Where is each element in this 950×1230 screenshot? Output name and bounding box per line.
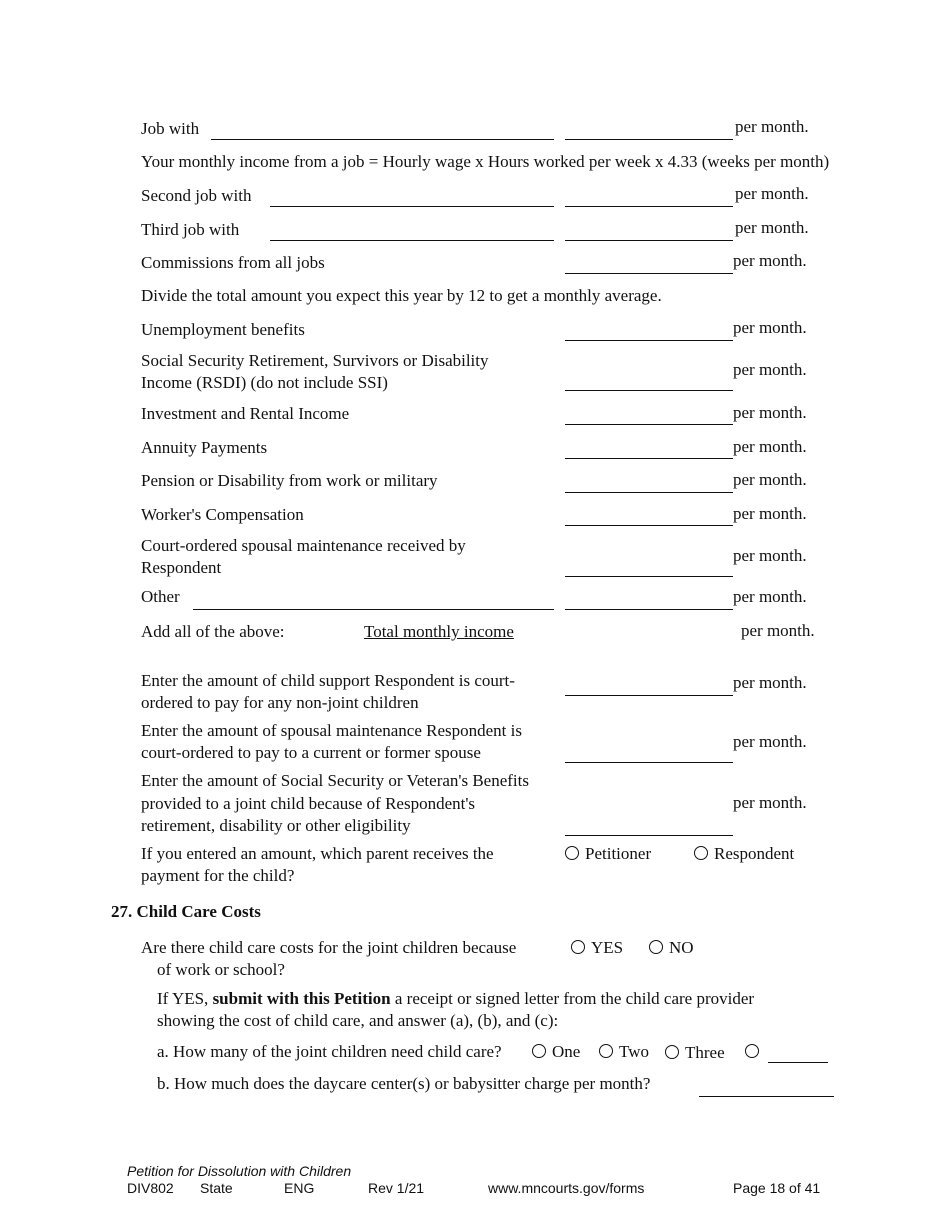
three-option-label: Three <box>685 1043 725 1062</box>
respondent-radio[interactable] <box>694 843 794 865</box>
second-job-per-month: per month. <box>735 184 809 203</box>
petitioner-radio[interactable] <box>565 843 651 865</box>
third-job-employer-field[interactable] <box>270 240 554 241</box>
child-support-label-line1: Enter the amount of child support Respondent is court- <box>141 671 515 690</box>
second-job-employer-field[interactable] <box>270 206 554 207</box>
pension-label: Pension or Disability from work or military <box>141 471 438 490</box>
three-children-radio[interactable] <box>665 1042 725 1064</box>
if-yes-instructions-line2: showing the cost of child care, and answer (a), (b), and (c): <box>157 1011 559 1030</box>
spousal-paid-label-line1: Enter the amount of spousal maintenance Respondent is <box>141 721 522 740</box>
radio-circle-icon <box>649 940 663 954</box>
workers-comp-label: Worker's Compensation <box>141 505 304 524</box>
investment-per-month: per month. <box>733 403 807 422</box>
job-formula-note: Your monthly income from a job = Hourly wage x Hours worked per week x 4.33 (weeks per month) <box>141 152 830 171</box>
rsdi-amount-field[interactable] <box>565 390 733 391</box>
question-b-label: b. How much does the daycare center(s) or babysitter charge per month? <box>157 1074 651 1093</box>
footer-form-id: DIV802 <box>127 1180 174 1196</box>
radio-circle-icon <box>745 1044 759 1058</box>
other-amount-field[interactable] <box>565 609 733 610</box>
other-count-field[interactable] <box>768 1062 828 1063</box>
ss-benefits-amount-field[interactable] <box>565 835 733 836</box>
add-all-label: Add all of the above: <box>141 622 285 641</box>
third-job-label: Third job with <box>141 220 240 239</box>
unemployment-label: Unemployment benefits <box>141 320 305 339</box>
second-job-label: Second job with <box>141 186 252 205</box>
radio-circle-icon <box>665 1045 679 1059</box>
petitioner-option-label: Petitioner <box>585 844 652 863</box>
child-support-amount-field[interactable] <box>565 695 733 696</box>
radio-circle-icon <box>694 846 708 860</box>
which-parent-label-line1: If you entered an amount, which parent receives the <box>141 844 494 863</box>
commissions-note: Divide the total amount you expect this year by 12 to get a monthly average. <box>141 286 662 305</box>
two-option-label: Two <box>619 1042 649 1061</box>
unemployment-per-month: per month. <box>733 318 807 337</box>
footer-url[interactable]: www.mncourts.gov/forms <box>488 1180 645 1196</box>
maintenance-amount-field[interactable] <box>565 576 733 577</box>
annuity-per-month: per month. <box>733 437 807 456</box>
rsdi-per-month: per month. <box>733 360 807 379</box>
unemployment-amount-field[interactable] <box>565 340 733 341</box>
footer-page-number: Page 18 of 41 <box>733 1180 821 1196</box>
which-parent-label-line2: payment for the child? <box>141 866 295 885</box>
third-job-amount-field[interactable] <box>565 240 733 241</box>
other-label: Other <box>141 587 180 606</box>
if-yes-instructions-line1: If YES, submit with this Petition a receipt or signed letter from the child care provider <box>157 989 755 1008</box>
daycare-charge-field[interactable] <box>699 1096 834 1097</box>
commissions-label: Commissions from all jobs <box>141 253 325 272</box>
annuity-label: Annuity Payments <box>141 438 268 457</box>
footer-language: ENG <box>284 1180 315 1196</box>
other-description-field[interactable] <box>193 609 554 610</box>
job-employer-field[interactable] <box>211 139 554 140</box>
commissions-amount-field[interactable] <box>565 273 733 274</box>
spousal-paid-amount-field[interactable] <box>565 762 733 763</box>
pension-per-month: per month. <box>733 470 807 489</box>
workers-comp-amount-field[interactable] <box>565 525 733 526</box>
footer-revision: Rev 1/21 <box>368 1180 425 1196</box>
footer-form-title: Petition for Dissolution with Children <box>127 1163 352 1179</box>
workers-comp-per-month: per month. <box>733 504 807 523</box>
total-per-month: per month. <box>741 621 815 640</box>
job-amount-field[interactable] <box>565 139 733 140</box>
other-count-radio[interactable] <box>745 1041 765 1063</box>
section-27-heading: 27. Child Care Costs <box>111 902 261 921</box>
investment-amount-field[interactable] <box>565 424 733 425</box>
radio-circle-icon <box>571 940 585 954</box>
ss-benefits-per-month: per month. <box>733 793 807 812</box>
ss-benefits-label-line2: provided to a joint child because of Respondent's <box>141 794 476 813</box>
annuity-amount-field[interactable] <box>565 458 733 459</box>
ss-benefits-label-line1: Enter the amount of Social Security or Veteran's Benefits <box>141 771 529 790</box>
one-option-label: One <box>552 1042 581 1061</box>
spousal-paid-per-month: per month. <box>733 732 807 751</box>
job-per-month: per month. <box>735 117 809 136</box>
child-support-label-line2: ordered to pay for any non-joint children <box>141 693 419 712</box>
child-care-question-line1: Are there child care costs for the joint children because <box>141 938 517 957</box>
pension-amount-field[interactable] <box>565 492 733 493</box>
ss-benefits-label-line3: retirement, disability or other eligibility <box>141 816 411 835</box>
no-option-label: NO <box>669 938 694 957</box>
radio-circle-icon <box>565 846 579 860</box>
child-care-question-line2: of work or school? <box>157 960 285 979</box>
radio-circle-icon <box>532 1044 546 1058</box>
maintenance-label-line2: Respondent <box>141 558 222 577</box>
two-children-radio[interactable] <box>599 1041 649 1063</box>
other-per-month: per month. <box>733 587 807 606</box>
child-care-no-radio[interactable] <box>649 937 694 959</box>
maintenance-per-month: per month. <box>733 546 807 565</box>
investment-label: Investment and Rental Income <box>141 404 350 423</box>
spousal-paid-label-line2: court-ordered to pay to a current or former spouse <box>141 743 481 762</box>
radio-circle-icon <box>599 1044 613 1058</box>
child-support-per-month: per month. <box>733 673 807 692</box>
third-job-per-month: per month. <box>735 218 809 237</box>
maintenance-label-line1: Court-ordered spousal maintenance received by <box>141 536 466 555</box>
second-job-amount-field[interactable] <box>565 206 733 207</box>
yes-option-label: YES <box>591 938 624 957</box>
question-a-label: a. How many of the joint children need child care? <box>157 1042 502 1061</box>
job-with-label: Job with <box>141 119 200 138</box>
rsdi-label-line2: Income (RSDI) (do not include SSI) <box>141 373 388 392</box>
footer-state: State <box>200 1180 233 1196</box>
rsdi-label-line1: Social Security Retirement, Survivors or Disability <box>141 351 489 370</box>
commissions-per-month: per month. <box>733 251 807 270</box>
one-child-radio[interactable] <box>532 1041 580 1063</box>
total-monthly-income-label: Total monthly income <box>364 622 514 641</box>
respondent-option-label: Respondent <box>714 844 795 863</box>
child-care-yes-radio[interactable] <box>571 937 623 959</box>
